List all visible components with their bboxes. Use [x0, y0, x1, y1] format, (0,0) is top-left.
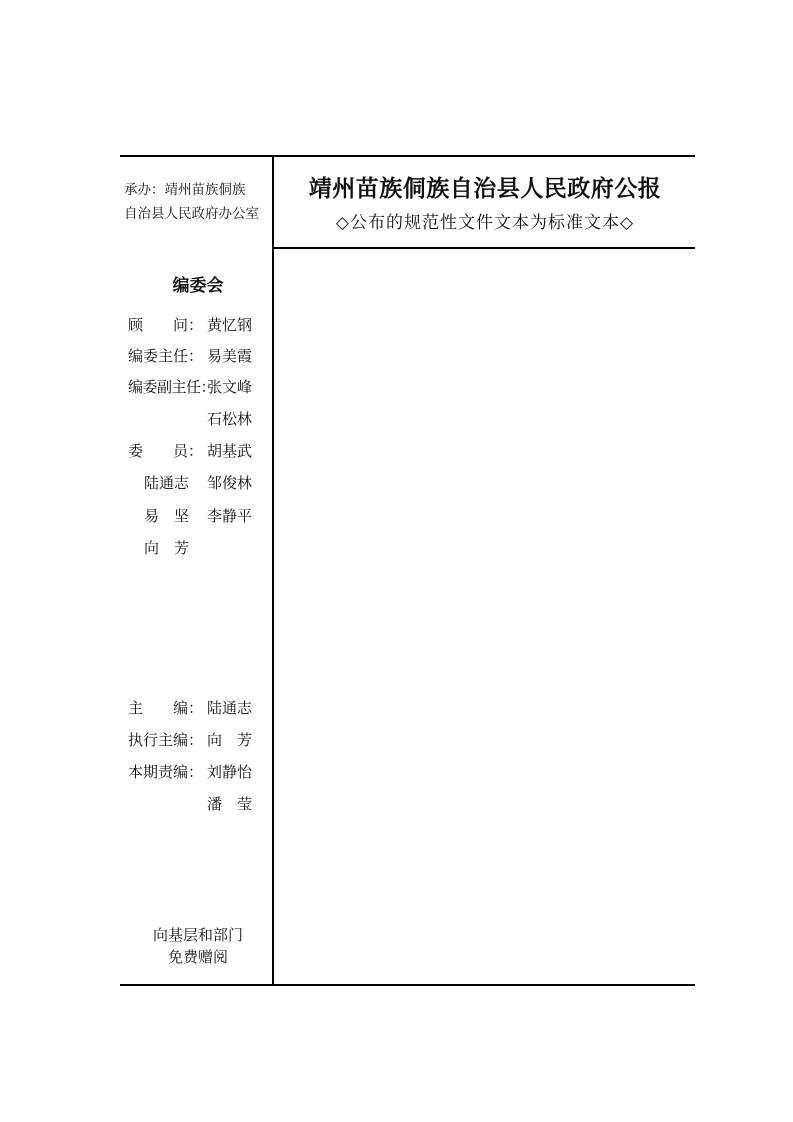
advisor-name: 黄忆钢: [207, 316, 253, 334]
members-label: 委 员：: [128, 442, 204, 460]
vice-chief-label: 编委副主任：: [128, 378, 216, 396]
journal-subtitle: ◇公布的规范性文件文本为标准文本◇: [335, 213, 635, 233]
column-divider: [272, 155, 274, 986]
distribution-line-2: 免费赠阅: [167, 948, 228, 966]
sponsor-line-1: 承办：靖州苗族侗族: [124, 182, 246, 198]
sponsor-line-2: 自治县人民政府办公室: [124, 206, 259, 222]
chief-name: 易美霞: [207, 347, 253, 365]
board-title: 编委会: [172, 276, 224, 296]
member-name: 易 坚: [144, 507, 190, 525]
distribution-note: [124, 924, 272, 968]
editor-label: 主 编：: [128, 699, 204, 717]
member-name: 向 芳: [144, 539, 190, 557]
vice-chief-name-2: 石松林: [207, 410, 253, 428]
editor-name: 陆通志: [207, 699, 253, 717]
advisor-label: 顾 问：: [128, 316, 204, 334]
exec-editor-label: 执行主编：: [128, 731, 204, 749]
journal-title: 靖州苗族侗族自治县人民政府公报: [308, 176, 662, 202]
issue-editor-name-2: 潘 莹: [207, 795, 253, 813]
bottom-rule: [120, 984, 695, 986]
issue-editor-label: 本期责编：: [128, 763, 204, 781]
chief-label: 编委主任：: [128, 347, 204, 365]
member-name: 邹俊林: [207, 474, 253, 492]
distribution-line-1: 向基层和部门: [152, 926, 243, 944]
member-name: 胡基武: [207, 442, 253, 460]
issue-editor-name-1: 刘静怡: [207, 763, 253, 781]
sponsor-info: [124, 178, 264, 226]
member-name: 李静平: [207, 507, 253, 525]
exec-editor-name: 向 芳: [207, 731, 253, 749]
member-name: 陆通志: [144, 474, 190, 492]
title-rule: [274, 247, 695, 249]
vice-chief-name-1: 张文峰: [207, 378, 253, 396]
top-rule: [120, 155, 695, 157]
